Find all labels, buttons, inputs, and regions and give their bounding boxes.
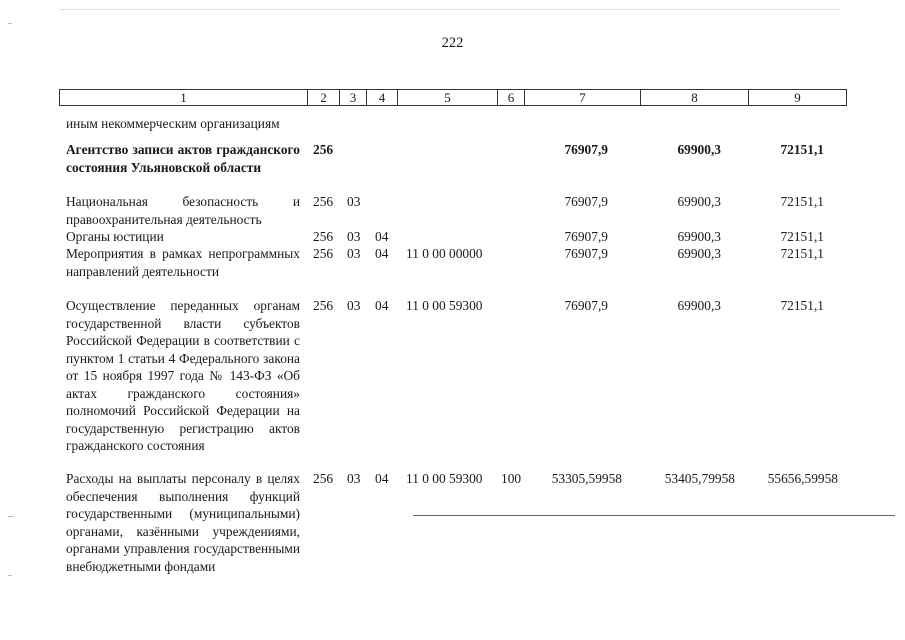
- row-amount-col7: 76907,9: [564, 194, 608, 209]
- scan-artifact-top: [60, 9, 840, 10]
- row-amount-col9: 72151,1: [780, 246, 824, 261]
- row-target-code: 11 0 00 59300: [406, 298, 483, 313]
- row-amount-col8: 69900,3: [677, 194, 721, 209]
- row-name: иным некоммерческим организациям: [66, 116, 280, 131]
- row-target-code: 11 0 00 00000: [406, 246, 483, 261]
- row-target-code: 11 0 00 59300: [406, 471, 483, 486]
- row-section-code: 03: [347, 194, 361, 209]
- row-amount-col7: 53305,59958: [551, 471, 622, 486]
- row-amount-col9: 72151,1: [780, 142, 824, 157]
- header-col-9: 9: [748, 90, 846, 105]
- row-amount-col9: 72151,1: [780, 194, 824, 209]
- row-name: Органы юстиции: [66, 229, 164, 244]
- row-amount-col8: 69900,3: [677, 246, 721, 261]
- row-section-code: 03: [347, 471, 361, 486]
- row-name: Осуществление переданных органам государственной власти субъектов Российской Федерации в соответствии с пунктом 1 статьи 4 Федерального закона от 15 ноября 1997 года № 143-ФЗ «Об актах гражданского состояния» полномочий Российской Федерации на государственную регистрацию актов гражданского состояния: [66, 298, 300, 453]
- header-col-6: 6: [497, 90, 524, 105]
- row-subsection-code: 04: [375, 246, 389, 261]
- row-amount-col9: 72151,1: [780, 298, 824, 313]
- row-amount-col8: 69900,3: [677, 142, 721, 157]
- row-amount-col8: 69900,3: [677, 229, 721, 244]
- scan-artifact-edge: [8, 516, 14, 517]
- row-ministry-code: 256: [313, 298, 334, 313]
- page-number: 222: [441, 35, 464, 51]
- row-ministry-code: 256: [313, 194, 334, 209]
- table-header: [59, 89, 847, 106]
- row-name: Расходы на выплаты персоналу в целях обеспечения выполнения функций государственными (муниципальными) органами, казёнными учреждениями, органами управления государственными внебюджетными фондами: [66, 471, 300, 574]
- row-amount-col7: 76907,9: [564, 142, 608, 157]
- row-subsection-code: 04: [375, 298, 389, 313]
- row-section-code: 03: [347, 246, 361, 261]
- header-col-3: 3: [339, 90, 366, 105]
- header-col-4: 4: [366, 90, 397, 105]
- row-amount-col7: 76907,9: [564, 229, 608, 244]
- row-section-code: 03: [347, 298, 361, 313]
- row-ministry-code: 256: [313, 471, 334, 486]
- scan-artifact-edge: [8, 23, 12, 24]
- row-subsection-code: 04: [375, 229, 389, 244]
- scan-artifact-edge: [8, 575, 12, 576]
- row-section-code: 03: [347, 229, 361, 244]
- row-amount-col8: 69900,3: [677, 298, 721, 313]
- row-ministry-code: 256: [313, 229, 334, 244]
- row-subsection-code: 04: [375, 471, 389, 486]
- row-amount-col9: 55656,59958: [767, 471, 838, 486]
- row-name: Мероприятия в рамках непрограммных направлений деятельности: [66, 246, 300, 279]
- separator-line: [413, 515, 895, 516]
- row-ministry-code: 256: [313, 142, 334, 157]
- row-amount-col7: 76907,9: [564, 246, 608, 261]
- header-col-7: 7: [524, 90, 640, 105]
- row-ministry-code: 256: [313, 246, 334, 261]
- header-col-8: 8: [640, 90, 748, 105]
- row-amount-col9: 72151,1: [780, 229, 824, 244]
- header-col-2: 2: [307, 90, 339, 105]
- row-amount-col7: 76907,9: [564, 298, 608, 313]
- row-amount-col8: 53405,79958: [664, 471, 735, 486]
- row-name: Национальная безопасность и правоохранительная деятельность: [66, 194, 300, 227]
- row-expense-type-code: 100: [501, 471, 522, 486]
- header-col-1: 1: [180, 90, 187, 105]
- row-name: Агентство записи актов гражданского состояния Ульяновской области: [66, 142, 300, 175]
- header-col-5: 5: [397, 90, 497, 105]
